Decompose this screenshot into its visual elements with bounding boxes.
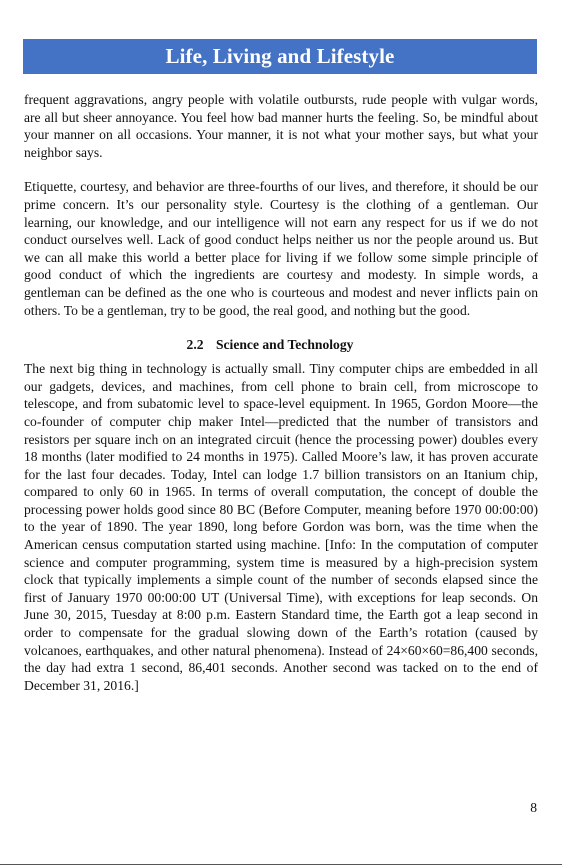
paragraph-etiquette: Etiquette, courtesy, and behavior are three-fourths of our lives, and therefore, it should be our prime concern. It’s our personality style. Courtesy is the clothing of a gentleman. Our learning, our knowledge, and our intelligence will not earn any respect for us if we do not conduct ourselves well. Lack of good conduct helps neither us nor the people around us. But we can all make this world a better place for living if we follow some simple principle of good conduct of which the ingredients are courtesy and modesty. In simple words, a gentleman can be defined as the one who is courteous and modest and never inflicts pain on others. To be a gentleman, try to be good, the real good, and nothing but the good. <box>24 179 538 318</box>
paragraph-technology: The next big thing in technology is actually small. Tiny computer chips are embedded in all our gadgets, devices, and machines, from cell phone to brain cell, from microscope to telescope, and from subatomic level to space-level equipment. In 1965, Gordon Moore—the co-founder of computer chip maker Intel—predicted that the number of transistors and resistors per square inch on an integrated circuit (hence the processing power) doubles every 18 months (later modified to 24 months in 1975). Called Moore’s law, it has proven accurate for the last four decades. Today, Intel can lodge 1.7 billion transistors on an Itanium chip, compared to only 60 in 1965. In terms of overall computation, the concept of double the processing power holds good since 80 BC (Before Computer, meaning before 1970 00:00:00) to the year of 1890. The year 1890, long before Gordon was born, was the time when the American census computation started using machine. [Info: In the computation of computer science and computer programming, system time is measured by a high-precision system clock that typically implements a simple count of the number of seconds elapsed since the first of January 1970 00:00:00 UT (Universal Time), with exceptions for leap seconds. On June 30, 2015, Tuesday at 8:00 p.m. Eastern Standard time, the Earth got a leap second in order to compensate for the gradual slowing down of the Earth’s rotation (caused by volcanoes, earthquakes, and other natural phenomena). Instead of 24×60×60=86,400 seconds, the day had extra 1 second, 86,401 seconds. Another second was tacked on to the end of December 31, 2016.] <box>24 361 538 693</box>
section-heading <box>24 336 538 354</box>
chapter-header-bar <box>23 39 537 74</box>
section-number: 2.2 <box>186 337 204 353</box>
bottom-divider <box>0 864 562 865</box>
page-number: 8 <box>530 800 537 815</box>
page-content <box>24 91 538 694</box>
chapter-title: Life, Living and Lifestyle <box>165 44 395 68</box>
section-title: Science and Technology <box>215 337 354 353</box>
paragraph-manners: frequent aggravations, angry people with volatile outbursts, rude people with vulgar words, are all but sheer annoyance. You feel how bad manner hurts the feeling. So, be mindful about your manner on all occasions. Your manner, it is not what your mother says, but what your neighbor says. <box>24 92 538 160</box>
